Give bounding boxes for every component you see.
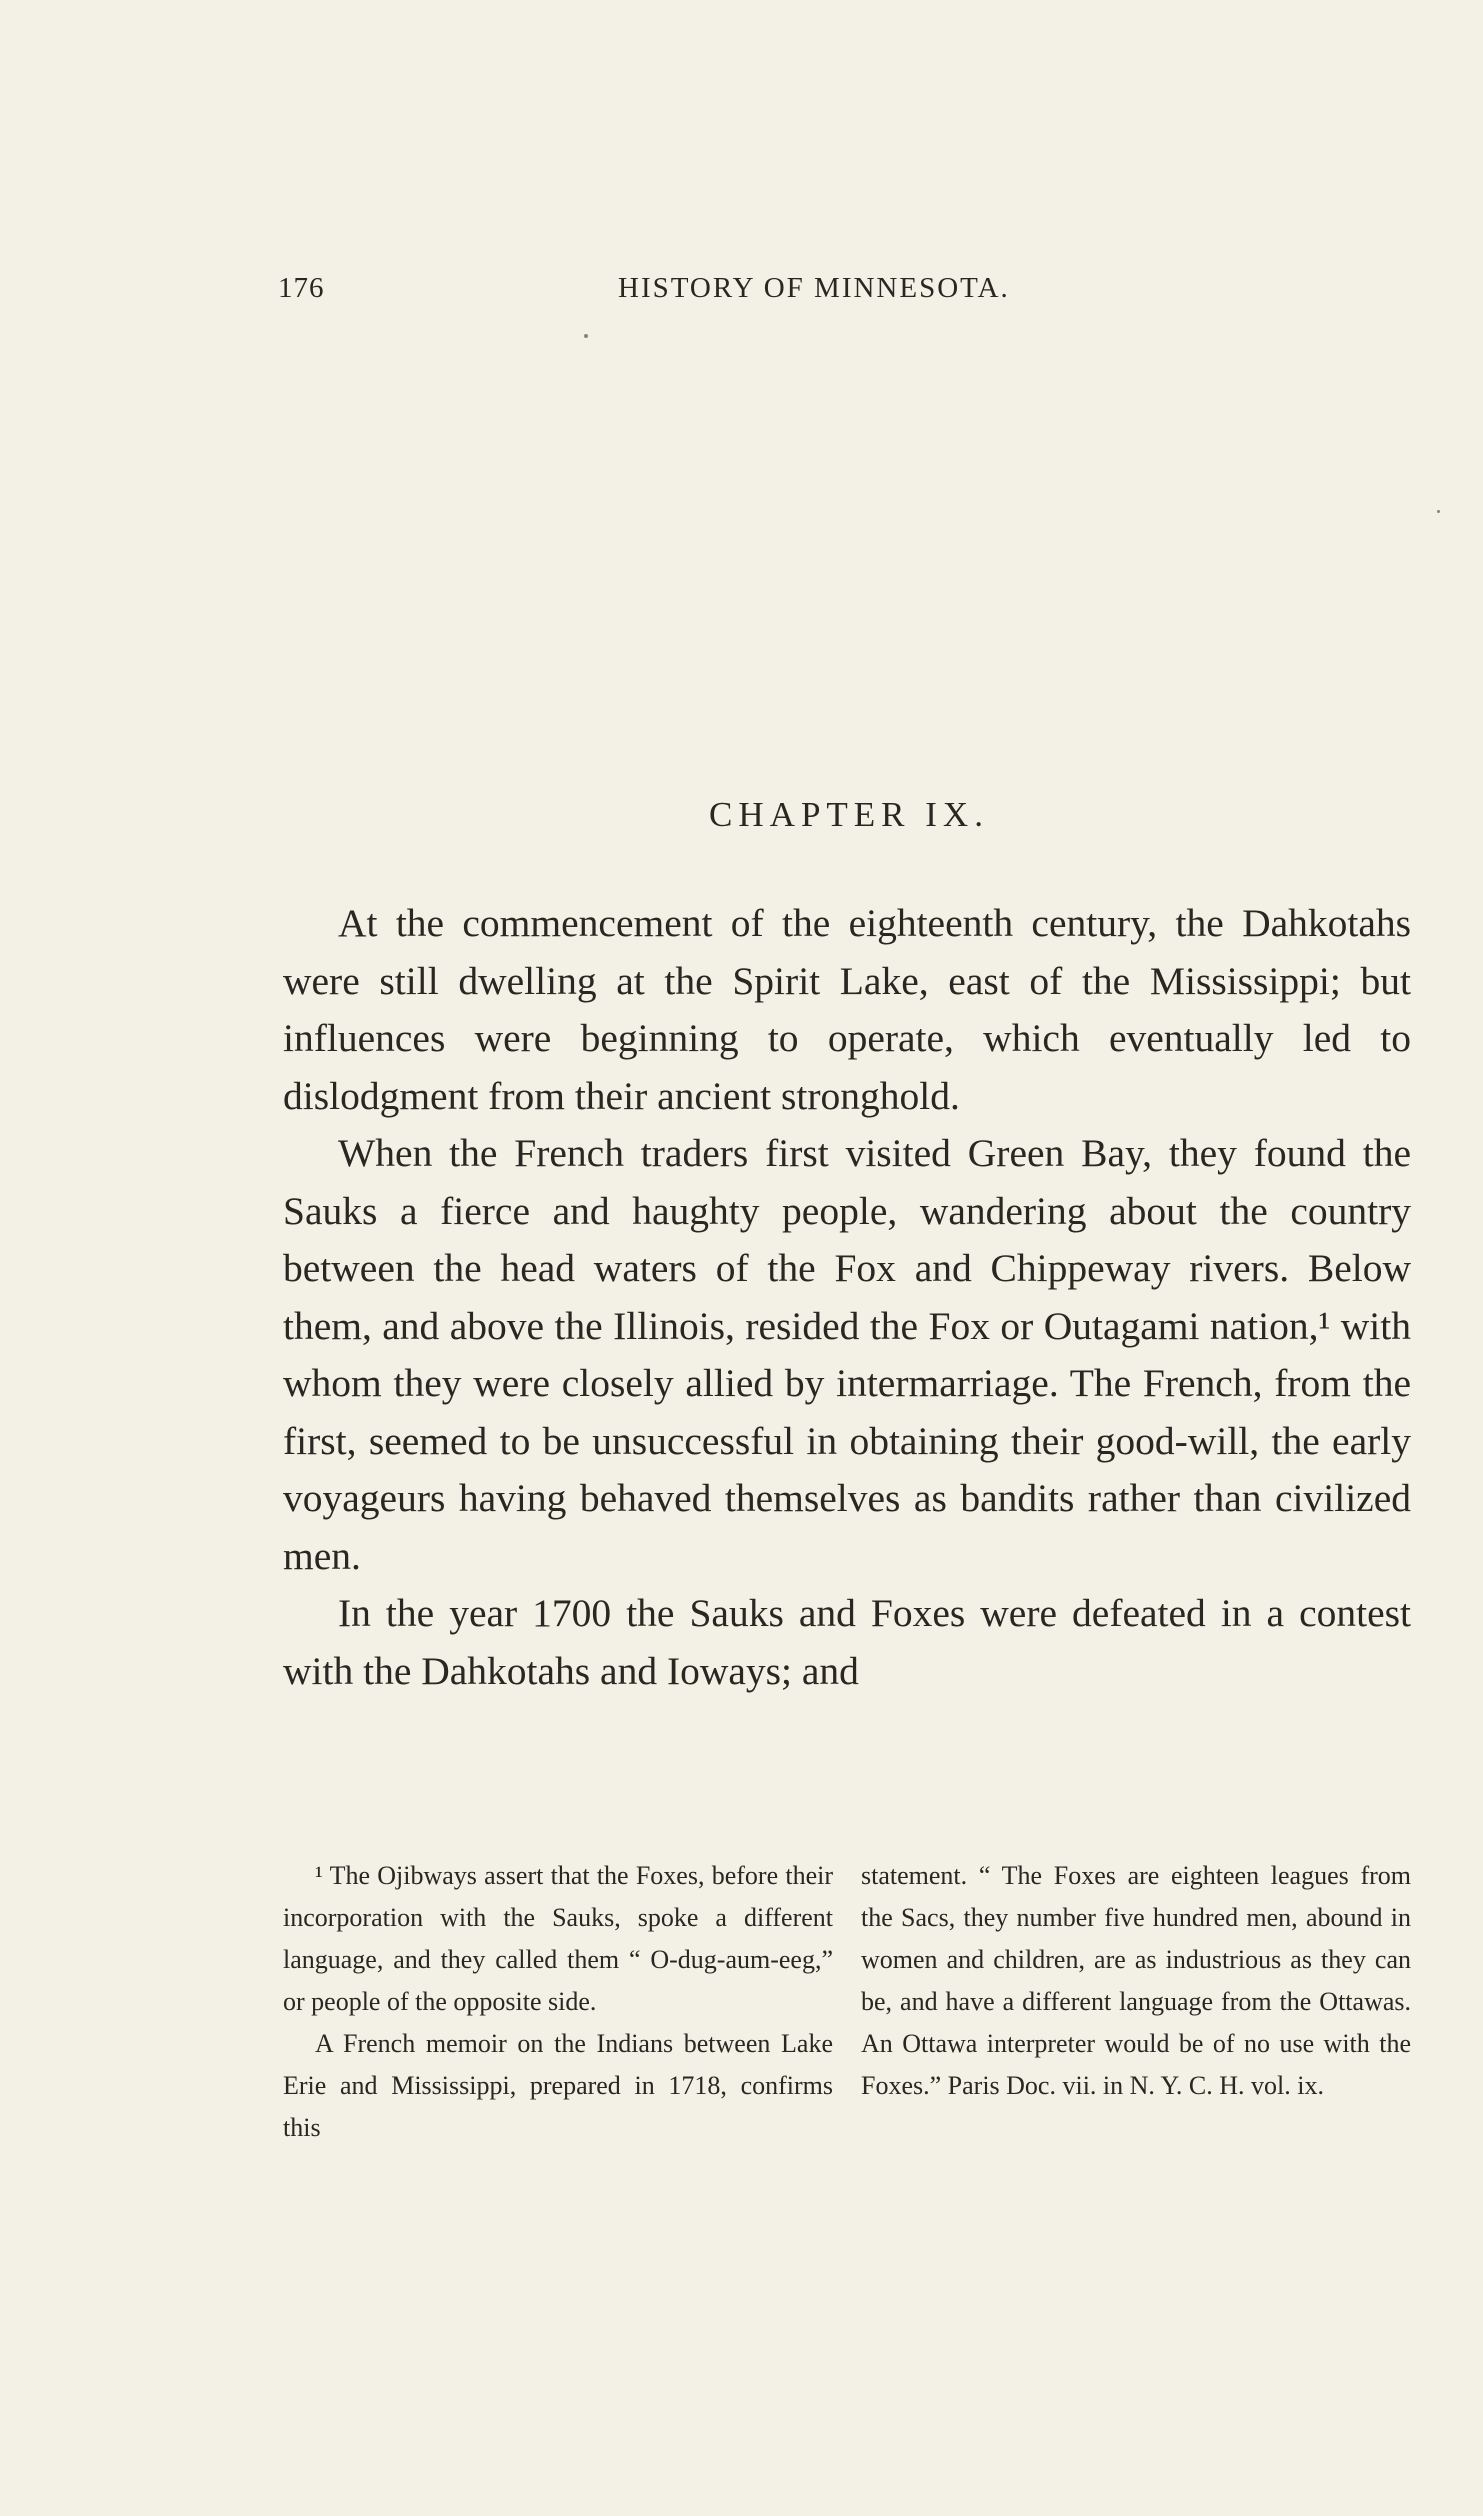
footnote-text: ¹ The Ojibways assert that the Foxes, before their incorporation with the Sauks, spoke a different language, and they called them “ O-dug-aum-eeg,” or people of the opposite side. <box>283 1861 833 2016</box>
footnotes <box>283 1855 1411 2149</box>
paragraph: At the commencement of the eighteenth century, the Dahkotahs were still dwelling at the Spirit Lake, east of the Mississippi; but influences were beginning to operate, which eventually led to dislodgment from their ancient stronghold. <box>283 901 1411 1118</box>
chapter-heading: CHAPTER IX. <box>709 795 989 834</box>
footnote-text: statement. “ The Foxes are eighteen leagues from the Sacs, they number five hundred men, abound in women and children, are as industrious as they can be, and have a different language from the Ottawas. An Ottawa interpreter would be of no use with the Foxes.” Paris Doc. vii. in N. Y. C. H. vol. ix. <box>861 1861 1411 2100</box>
running-title: HISTORY OF MINNESOTA. <box>618 272 1010 304</box>
running-head <box>278 272 1060 312</box>
footnote-column-right <box>861 1855 1411 2149</box>
paper-speck <box>1437 510 1440 513</box>
footnote-column-left <box>283 1855 833 2149</box>
paragraph: When the French traders first visited Green Bay, they found the Sauks a fierce and haughty people, wandering about the country between the head waters of the Fox and Chippeway rivers. Below them, and above the Illinois, resided the Fox or Outagami nation,¹ with whom they were closely allied by intermarriage. The French, from the first, seemed to be unsuccessful in obtaining their good-will, the early voyageurs having behaved themselves as bandits rather than civilized men. <box>283 1131 1411 1578</box>
paragraph: In the year 1700 the Sauks and Foxes were defeated in a contest with the Dahkotahs and Ioways; and <box>283 1591 1411 1693</box>
main-text <box>283 895 1411 1700</box>
footnote-text: A French memoir on the Indians between Lake Erie and Mississippi, prepared in 1718, confirms this <box>283 2029 833 2142</box>
paper-speck <box>584 334 588 338</box>
page-number: 176 <box>278 272 325 304</box>
